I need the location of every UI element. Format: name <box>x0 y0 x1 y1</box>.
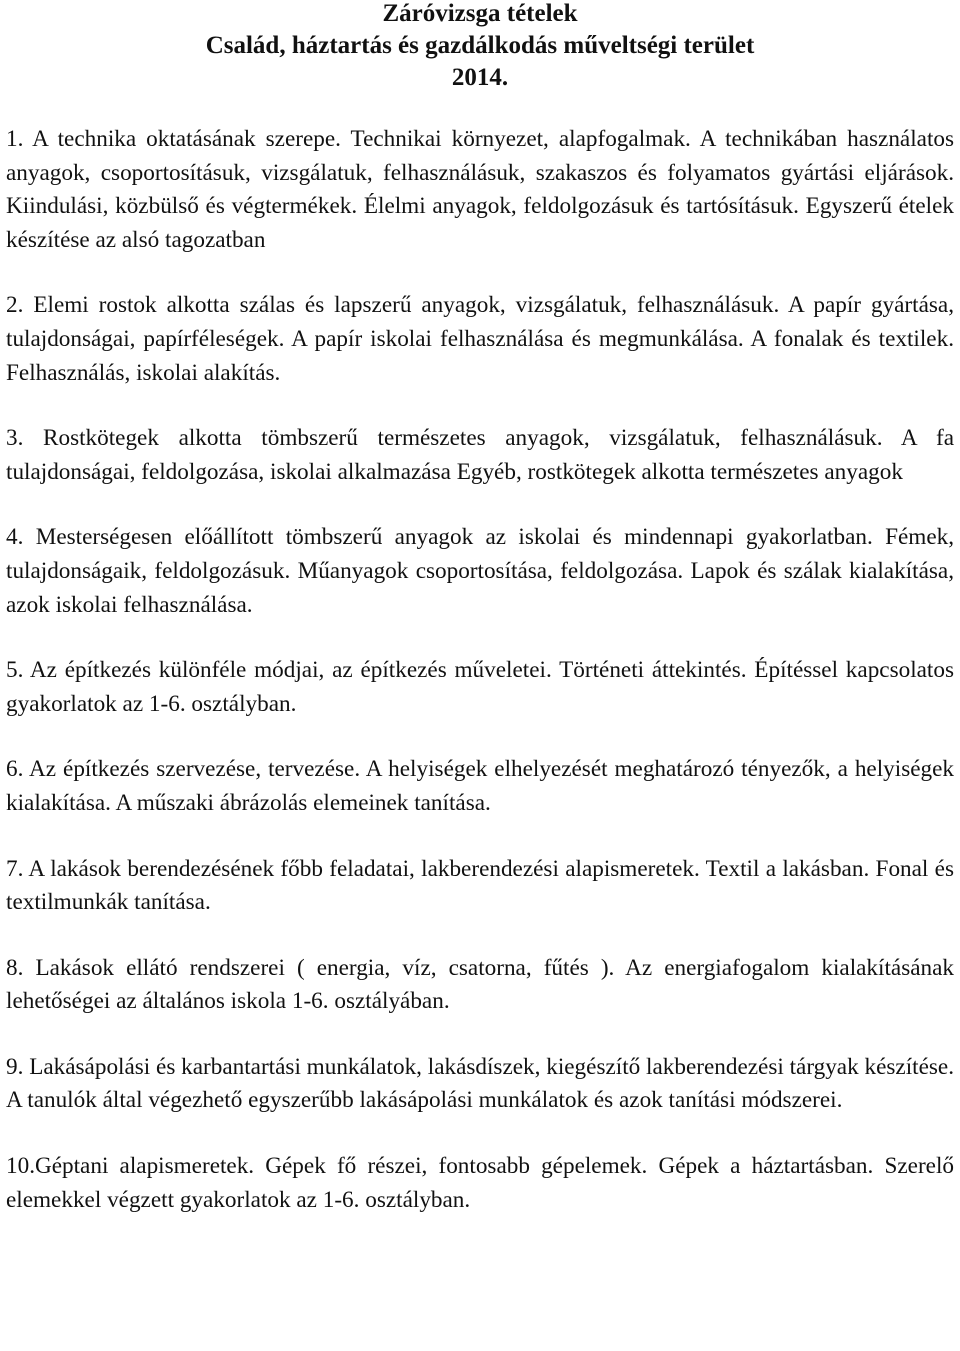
title-line-year: 2014. <box>451 64 509 91</box>
title-line-subject-area: Család, háztartás és gazdálkodás műveltségi terület <box>205 32 755 59</box>
title-line-exam-topics: Záróvizsga tételek <box>382 0 578 27</box>
exam-topic-5: 5. Az építkezés különféle módjai, az építkezés műveletei. Történeti áttekintés. Építéssel kapcsolatos gyakorlatok az 1-6. osztályban. <box>6 657 954 717</box>
exam-topic-8: 8. Lakások ellátó rendszerei ( energia, víz, csatorna, fűtés ). Az energiafogalom kialakításának lehetőségei az általános iskola 1-6. osztályában. <box>6 954 954 1015</box>
exam-topic-6: 6. Az építkezés szervezése, tervezése. A helyiségek elhelyezését meghatározó tényezők, a helyiségek kialakítása. A műszaki ábrázolás elemeinek tanítása. <box>6 756 954 816</box>
exam-topic-1: 1. A technika oktatásának szerepe. Technikai környezet, alapfogalmak. A technikában használatos anyagok, csoportosításuk, vizsgálatuk, felhasználásuk, szakaszos és folyamatos gyártási eljárások. Kiindulási, közbülső és végtermékek. Élelmi anyagok, feldolgozásuk és tartósításuk. Egyszerű ételek készítése az alsó tagozatban <box>6 126 954 253</box>
exam-topic-3: 3. Rostkötegek alkotta tömbszerű természetes anyagok, vizsgálatuk, felhasználásuk. A fa tulajdonságai, feldolgozása, iskolai alkalmazása Egyéb, rostkötegek alkotta természetes anyagok <box>6 425 954 485</box>
exam-topic-list <box>6 123 954 1217</box>
exam-topic-10: 10.Géptani alapismeretek. Gépek fő részei, fontosabb gépelemek. Gépek a háztartásban. Szerelő elemekkel végzett gyakorlatok az 1-6. osztályban. <box>6 1153 954 1213</box>
exam-topic-7: 7. A lakások berendezésének főbb feladatai, lakberendezési alapismeretek. Textil a lakásban. Fonal és textilmunkák tanítása. <box>6 855 954 916</box>
exam-topic-4: 4. Mesterségesen előállított tömbszerű anyagok az iskolai és mindennapi gyakorlatban. Fémek, tulajdonságaik, feldolgozásuk. Műanyagok csoportosítása, feldolgozása. Lapok és szálak kialakítása, azok iskolai felhasználása. <box>6 524 954 618</box>
exam-topic-9: 9. Lakásápolási és karbantartási munkálatok, lakásdíszek, kiegészítő lakberendezési tárgyak készítése. A tanulók által végezhető egyszerűbb lakásápolási munkálatok és azok tanítási módszerei. <box>6 1053 954 1114</box>
document-title <box>6 0 954 94</box>
exam-topic-2: 2. Elemi rostok alkotta szálas és lapszerű anyagok, vizsgálatuk, felhasználásuk. A papír gyártása, tulajdonságai, papírféleségek. A papír iskolai felhasználása és megmunkálása. A fonalak és textilek. Felhasználás, iskolai alakítás. <box>6 292 954 386</box>
